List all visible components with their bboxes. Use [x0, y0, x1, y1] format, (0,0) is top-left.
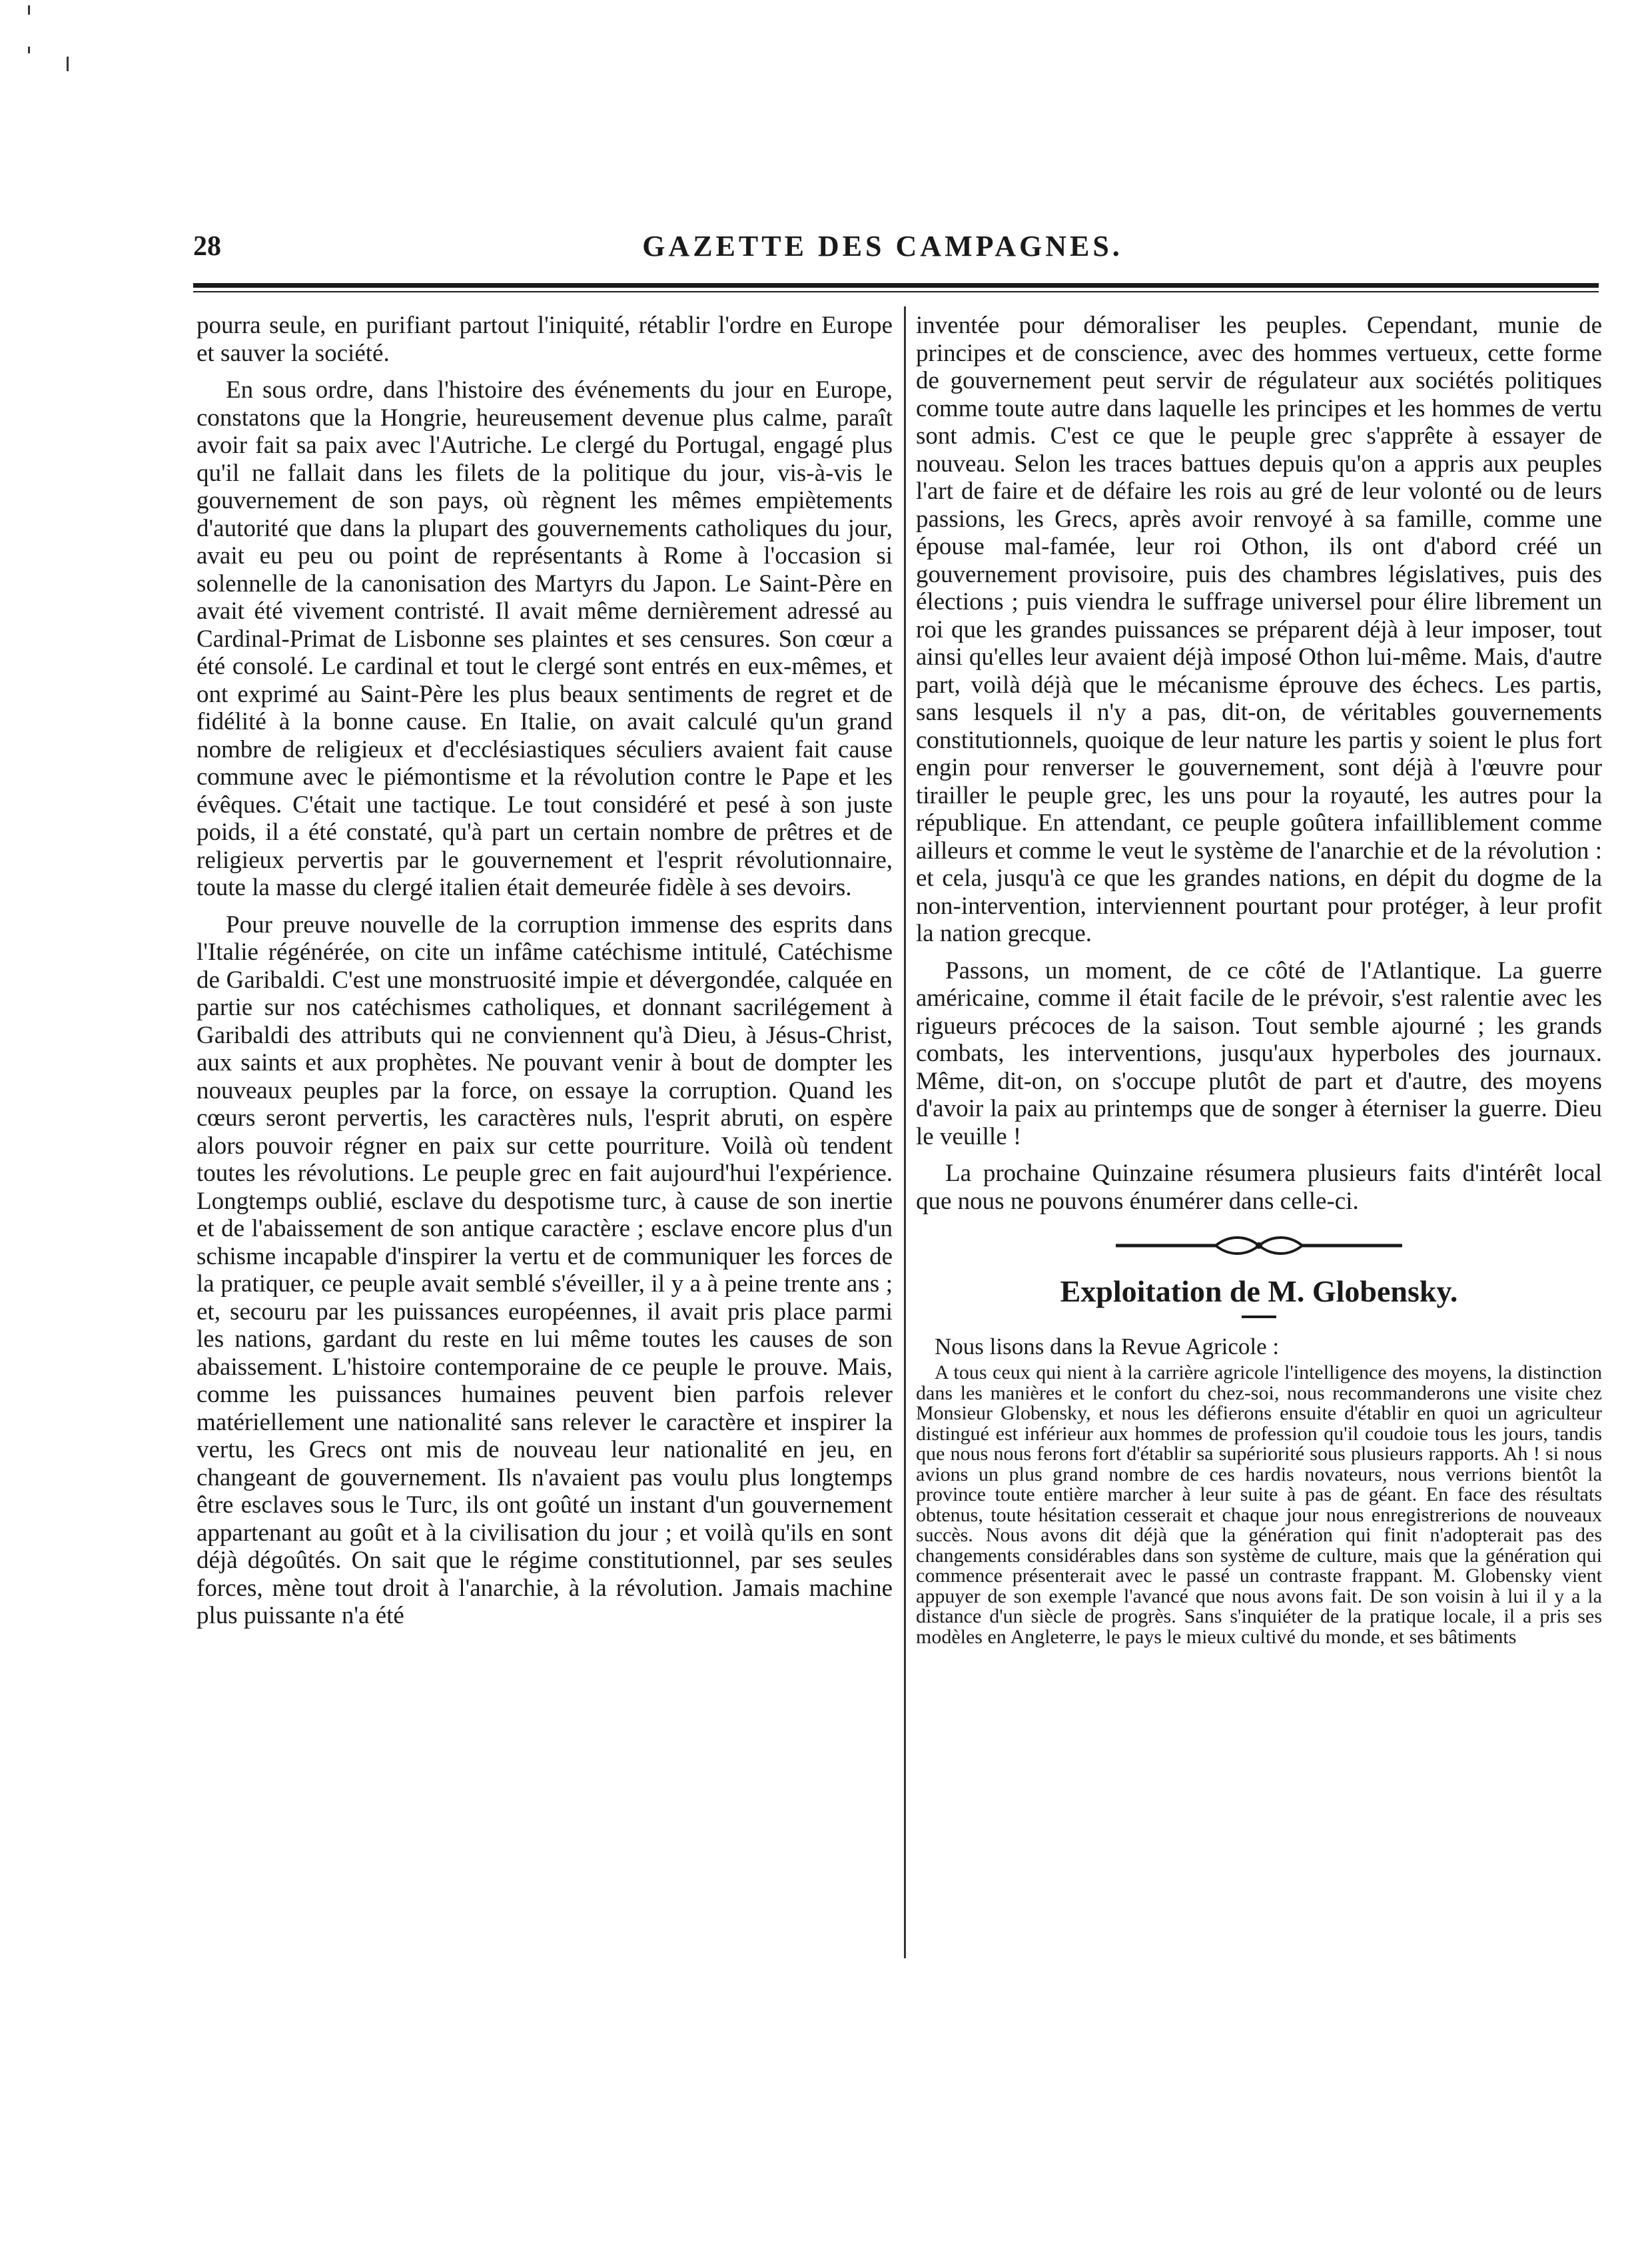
paragraph: La prochaine Quinzaine résumera plusieurs faits d'intérêt local que nous ne pouvons énumérer dans celle-ci. [916, 1160, 1602, 1215]
left-column [197, 312, 893, 1639]
column-divider [904, 306, 906, 1958]
page-header [167, 206, 1599, 266]
header-rule [193, 283, 1599, 288]
page-number: 28 [193, 231, 221, 262]
paragraph: Pour preuve nouvelle de la corruption immense des esprits dans l'Italie régénérée, on cite un infâme catéchisme intitulé, Catéchisme de Garibaldi. C'est une monstruosité impie et dévergondée, calquée en partie sur nos catéchismes catholiques, et donnant sacrilégement à Garibaldi des attributs qui ne conviennent qu'à Dieu, à Jésus-Christ, aux saints et aux prophètes. Ne pouvant venir à bout de dompter les nouveaux peuples par la force, on essaye la corruption. Quand les cœurs seront pervertis, les caractères nuls, l'esprit abruti, on espère alors pouvoir régner en paix sur cette pourriture. Voilà où tendent toutes les révolutions. Le peuple grec en fait aujourd'hui l'expérience. Longtemps oublié, esclave du despotisme turc, à cause de son inertie et de l'abaissement de son antique caractère ; esclave encore plus d'un schisme incapable d'inspirer la vertu et de communiquer les forces de la pratiquer, ce peuple avait semblé s'éveiller, il y a à peine trente ans ; et, secouru par les puissances européennes, il avait pris place parmi les nations, gardant du reste en lui même toutes les causes de son abaissement. L'histoire contemporaine de ce peuple le prouve. Mais, comme les puissances humaines peuvent bien parfois relever matériellement une nationalité sans relever le caractère et inspirer la vertu, les Grecs ont mis de nouveau leur nationalité en jeu, en changeant de gouvernement. Ils n'avaient pas voulu plus longtemps être esclaves sous le Turc, ils ont goûté un instant d'un gouvernement appartenant au goût et à la civilisation du jour ; et voilà qu'ils en sont déjà dégoûtés. On sait que le régime constitutionnel, par ses seules forces, mène tout droit à l'anarchie, à la révolution. Jamais machine plus puissante n'a été [197, 911, 893, 1629]
header-rule-thin [193, 291, 1599, 292]
running-title: GAZETTE DES CAMPAGNES. [642, 230, 1123, 262]
margin-mark [28, 47, 30, 53]
margin-mark [28, 5, 30, 15]
quoted-article: A tous ceux qui nient à la carrière agricole l'intelligence des moyens, la distinction dans les manières et le confort du chez-soi, nous recommanderons une visite chez Monsieur Globensky, et nous les défierons ensuite d'établir en quoi un agriculteur distingué est inférieur aux hommes de profession qu'il coudoie tous les jours, tandis que nous nous ferons fort d'établir sa supériorité sous plusieurs rapports. Ah ! si nous avions un plus grand nombre de ces hardis novateurs, nous verrions bientôt la province toute entière marcher à leur suite à pas de géant. En face des résultats obtenus, toute hésitation cesserait et chaque jour nous enregistrerions de nouveaux succès. Nous avons dit déjà que la génération qui finit n'adopterait pas des changements considérables dans son système de culture, mais que la génération qui commence présenterait avec le passé un contraste frappant. M. Globensky vient appuyer de son exemple l'avancé que nous avons fait. De son voisin à lui il y a la distance d'un siècle de progrès. Sans s'inquiéter de la pratique locale, il a pris ses modèles en Angleterre, le pays le mieux cultivé du monde, et ses bâtiments [916, 1361, 1602, 1648]
paragraph: Passons, un moment, de ce côté de l'Atlantique. La guerre américaine, comme il était facile de le prévoir, s'est ralentie avec les rigueurs précoces de la saison. Tout semble ajourné ; les grands combats, les interventions, jusqu'aux hyperboles des journaux. Même, dit-on, on s'occupe plutôt de part et d'autre, des moyens d'avoir la paix au printemps que de songer à éterniser la guerre. Dieu le veuille ! [916, 956, 1602, 1150]
paragraph: pourra seule, en purifiant partout l'iniquité, rétablir l'ordre en Europe et sauver la société. [197, 312, 893, 367]
title-rule [1242, 1316, 1276, 1318]
ornament-divider-icon [1116, 1232, 1402, 1259]
margin-mark [67, 57, 69, 71]
intro-line: Nous lisons dans la Revue Agricole : [935, 1333, 1280, 1359]
paragraph: inventée pour démoraliser les peuples. Cependant, munie de principes et de conscience, avec des hommes vertueux, cette forme de gouvernement peut servir de régulateur aux sociétés politiques comme toute autre dans laquelle les principes et les hommes de vertu sont admis. C'est ce que le peuple grec s'apprête à essayer de nouveau. Selon les traces battues depuis qu'on a appris aux peuples l'art de faire et de défaire les rois au gré de leur volonté ou de leurs passions, les Grecs, après avoir renvoyé à sa famille, comme une épouse mal-famée, leur roi Othon, ils ont d'abord créé un gouvernement provisoire, puis des chambres législatives, puis des élections ; puis viendra le suffrage universel pour élire librement un roi que les grandes puissances se préparent déjà à leur imposer, tout ainsi qu'elles leur avaient déjà imposé Othon lui-même. Mais, d'autre part, voilà déjà que le mécanisme éprouve des échecs. Les partis, sans lesquels il n'y a pas, dit-on, de véritables gouvernements constitutionnels, quoique de leur nature les partis y soient le plus fort engin pour renverser le gouvernement, sont déjà à l'œuvre pour tirailler le peuple grec, les uns pour la royauté, les autres pour la république. En attendant, ce peuple goûtera infailliblement comme ailleurs et comme le veut le système de l'anarchie et de la révolution : et cela, jusqu'à ce que les grandes nations, en dépit du dogme de la non-intervention, interviennent pourtant pour protéger, à leur profit la nation grecque. [916, 312, 1602, 947]
right-column [916, 312, 1602, 1657]
paragraph: En sous ordre, dans l'histoire des événements du jour en Europe, constatons que la Hongrie, heureusement devenue plus calme, paraît avoir fait sa paix avec l'Autriche. Le clergé du Portugal, engagé plus qu'il ne fallait dans les filets de la politique du jour, vis-à-vis le gouvernement de son pays, où règnent les mêmes empiètements d'autorité que dans la plupart des gouvernements catholiques du jour, avait eu peu ou point de représentants à Rome à l'occasion si solennelle de la canonisation des Martyrs du Japon. Le Saint-Père en avait été vivement contristé. Il avait même dernièrement adressé au Cardinal-Primat de Lisbonne ses plaintes et ses censures. Son cœur a été consolé. Le cardinal et tout le clergé sont entrés en eux-mêmes, et ont exprimé au Saint-Père les plus beaux sentiments de regret et de fidélité à la bonne cause. En Italie, on avait calculé qu'un grand nombre de religieux et d'ecclésiastiques séculiers avaient fait cause commune avec le piémontisme et la révolution contre le Pape et les évêques. C'était une tactique. Le tout considéré et pesé à son juste poids, il a été constaté, qu'à part un certain nombre de prêtres et de religieux pervertis par le gouvernement et l'esprit révolutionnaire, toute la masse du clergé italien était demeurée fidèle à ses devoirs. [197, 376, 893, 901]
section-title: Exploitation de M. Globensky. [1060, 1274, 1458, 1308]
